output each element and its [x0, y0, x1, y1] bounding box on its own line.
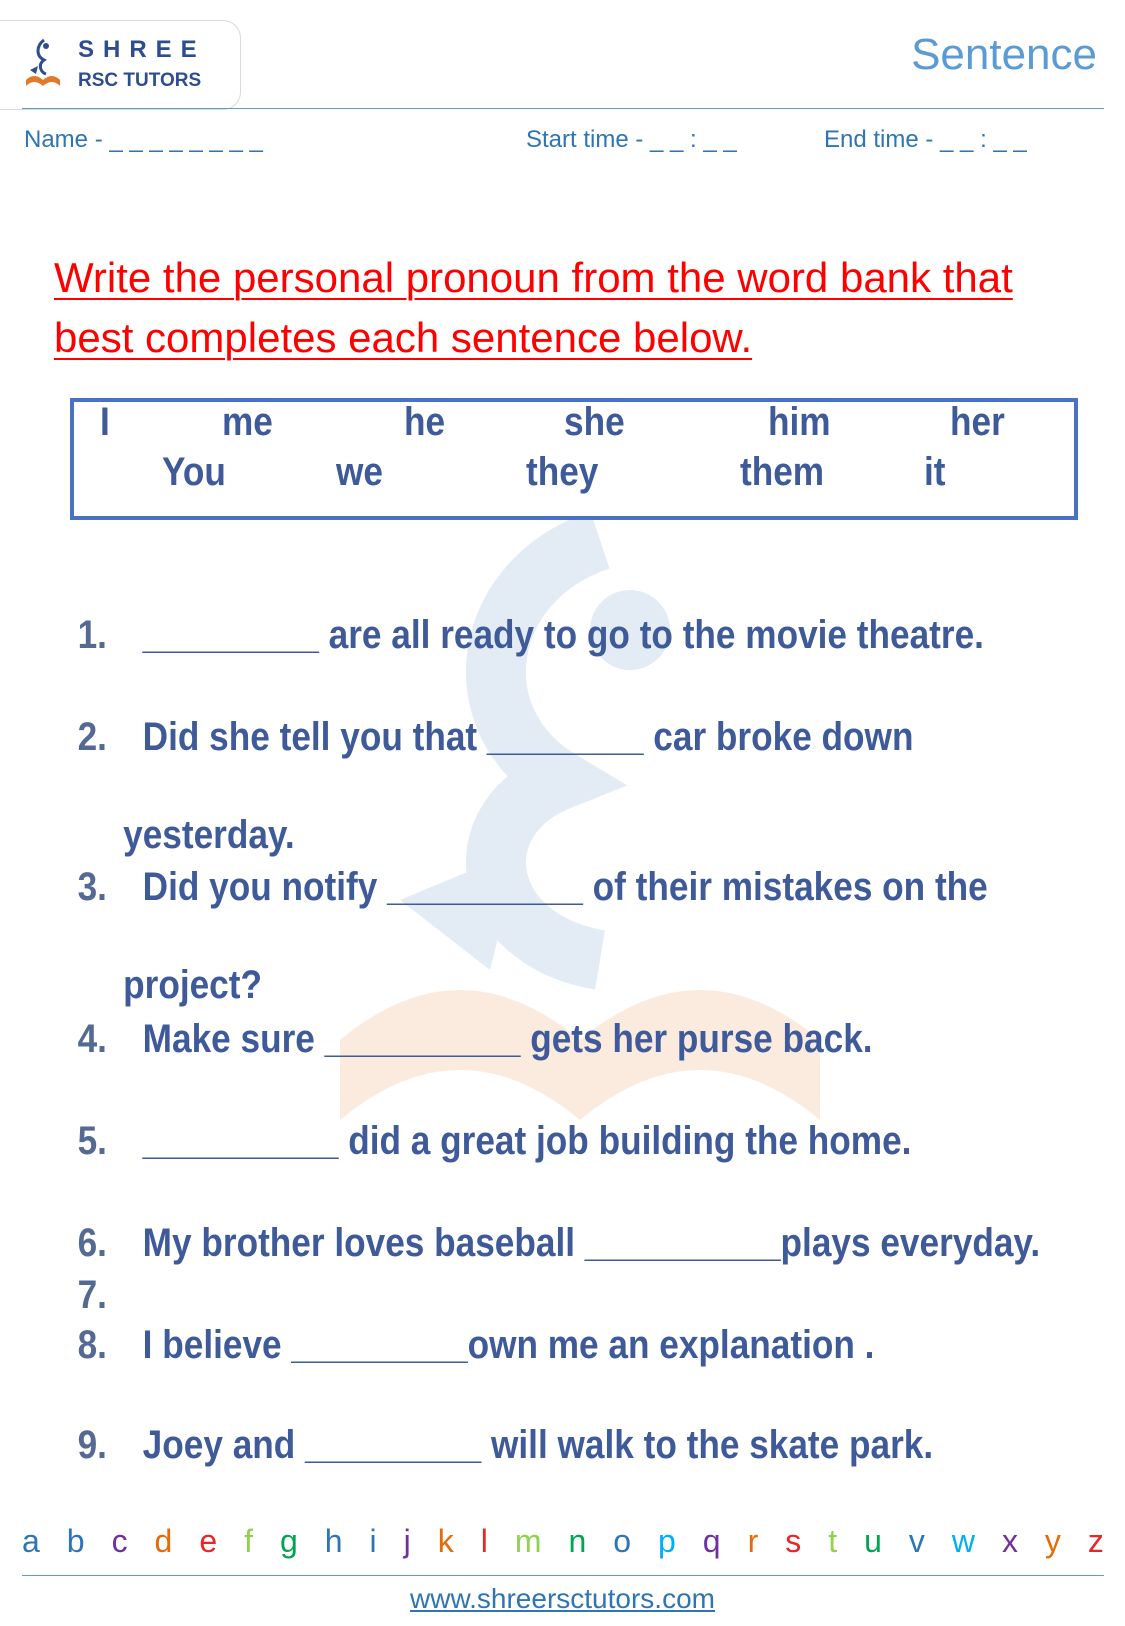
alphabet-letter: a [22, 1523, 40, 1559]
alphabet-letter: h [324, 1523, 343, 1559]
alphabet-letter: x [1001, 1523, 1018, 1559]
alphabet-letter: r [747, 1523, 759, 1559]
alphabet-letter: j [403, 1523, 411, 1559]
instructions-text: Write the personal pronoun from the word bank that best completes each sentence below. [54, 254, 1013, 361]
alphabet-letter: m [514, 1523, 542, 1559]
word-bank-word: You [162, 450, 226, 494]
question-text: I believe _________own me an explanation . [142, 1323, 875, 1367]
question-text: Did she tell you that ________ car broke down [142, 715, 914, 759]
word-bank-word: I [100, 400, 110, 444]
question-number: 6. [77, 1221, 107, 1265]
word-bank-word: me [222, 400, 273, 444]
question-number: 8. [77, 1323, 107, 1367]
question-number: 5. [77, 1119, 107, 1163]
alphabet-letter: n [568, 1523, 587, 1559]
question-text-continued: yesterday. [123, 813, 295, 857]
question-text: Make sure __________ gets her purse back. [142, 1017, 873, 1061]
question-9 [58, 1378, 973, 1468]
question-number: 1. [77, 613, 107, 657]
alphabet-letter: q [702, 1523, 721, 1559]
alphabet-letter: b [66, 1523, 85, 1559]
question-5 [58, 1074, 973, 1164]
word-bank-word: it [924, 450, 946, 494]
word-bank-word: we [336, 450, 383, 494]
word-bank-word: him [768, 400, 831, 444]
alphabet-letter: f [244, 1523, 253, 1559]
alphabet-letter: l [480, 1523, 488, 1559]
alphabet-letter: c [111, 1523, 128, 1559]
question-number: 9. [77, 1423, 107, 1467]
question-text: __________ did a great job building the home. [142, 1119, 912, 1163]
header-divider [22, 108, 1104, 109]
alphabet-letter: g [279, 1523, 298, 1559]
alphabet-letter: z [1087, 1523, 1104, 1559]
word-bank-word: her [950, 400, 1005, 444]
question-text: My brother loves baseball __________plays everyday. [142, 1221, 1041, 1265]
alphabet-letter: p [658, 1523, 676, 1559]
worksheet-topic-title: Sentence [911, 30, 1097, 79]
website-link[interactable]: www.shreersctutors.com [410, 1583, 715, 1614]
alphabet-letter: k [437, 1523, 454, 1559]
logo-rsc-text: RSC TUTORS [78, 70, 202, 91]
question-number: 7. [77, 1273, 107, 1317]
question-number: 4. [77, 1017, 107, 1061]
question-1 [58, 568, 984, 658]
question-number: 2. [77, 715, 107, 759]
alphabet-letter: i [369, 1523, 377, 1559]
start-time-label: Start time - _ _ : _ _ [526, 126, 737, 153]
alphabet-letter: y [1044, 1523, 1061, 1559]
word-bank-word: they [526, 450, 599, 494]
alphabet-letter: o [613, 1523, 632, 1559]
logo-mark-icon [22, 36, 64, 90]
word-bank-word: he [404, 400, 446, 444]
question-number: 3. [77, 865, 107, 909]
word-bank-word: she [564, 400, 625, 444]
logo-shree-text: SHREE [78, 36, 206, 63]
question-8 [58, 1278, 973, 1368]
alphabet-letter: u [864, 1523, 882, 1559]
question-4 [58, 972, 973, 1062]
alphabet-letter: d [154, 1523, 173, 1559]
alphabet-letter: w [951, 1523, 975, 1559]
question-text-continued: project? [123, 963, 262, 1007]
alphabet-row [22, 1523, 1104, 1563]
question-text: Did you notify __________ of their mistakes on the [142, 865, 988, 909]
word-bank-word: them [740, 450, 825, 494]
alphabet-letter: s [785, 1523, 802, 1559]
alphabet-letter: e [199, 1523, 218, 1559]
name-field-label: Name - _ _ _ _ _ _ _ _ [24, 126, 263, 153]
alphabet-letter: t [828, 1523, 838, 1559]
question-text: Joey and _________ will walk to the skate park. [142, 1423, 934, 1467]
question-text: _________ are all ready to go to the movie theatre. [142, 613, 984, 657]
alphabet-letter: v [908, 1523, 925, 1559]
end-time-label: End time - _ _ : _ _ [824, 126, 1027, 153]
footer-divider [22, 1575, 1104, 1576]
